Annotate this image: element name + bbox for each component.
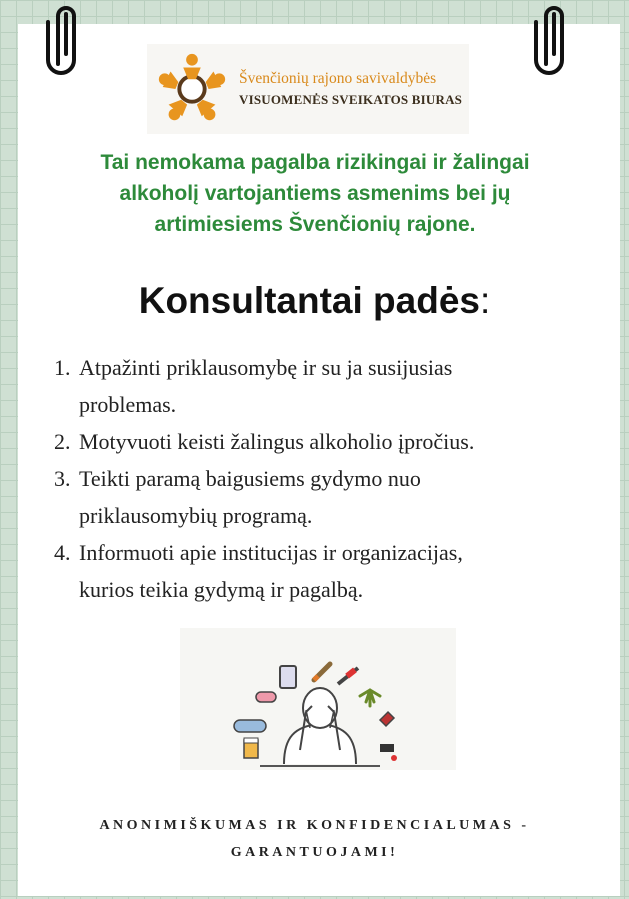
- paperclip-left-icon: [46, 2, 86, 82]
- list-item-line: Teikti paramą baigusiems gydymo nuo: [79, 466, 421, 491]
- logo-title: Švenčionių rajono savivaldybės: [239, 70, 437, 87]
- list-item-text: [79, 349, 614, 423]
- list-item: [54, 534, 614, 608]
- list-item-text: [79, 534, 614, 608]
- list-item: [54, 460, 614, 534]
- help-list: [54, 349, 614, 608]
- footer-text: [0, 812, 629, 866]
- list-item-text: [79, 423, 614, 460]
- footer-line: GARANTUOJAMI!: [230, 845, 399, 860]
- intro-line: artimiesiems Švenčionių rajone.: [154, 213, 476, 236]
- illustration-panel: [180, 628, 456, 770]
- addiction-person-with-substances-icon: [180, 628, 456, 770]
- intro-text: [30, 147, 600, 240]
- paperclip-right-icon: [534, 2, 574, 82]
- five-figure-circle-logo-icon: [153, 50, 231, 128]
- list-item-line: problemas.: [79, 392, 177, 417]
- heading-text: Konsultantai padės: [138, 280, 480, 321]
- list-item-line: priklausomybių programą.: [79, 503, 313, 528]
- list-item-number: 2.: [54, 429, 71, 454]
- list-item-line: Motyvuoti keisti žalingus alkoholio įpročius.: [79, 429, 475, 454]
- list-item: [54, 423, 614, 460]
- footer-line: ANONIMIŠKUMAS IR KONFIDENCIALUMAS -: [99, 818, 530, 833]
- logo-subtitle: VISUOMENĖS SVEIKATOS BIURAS: [239, 92, 463, 107]
- list-item-line: kurios teikia gydymą ir pagalbą.: [79, 577, 364, 602]
- page-heading: [0, 280, 629, 322]
- intro-line: Tai nemokama pagalba rizikingai ir žalingai: [100, 151, 530, 174]
- list-item-line: Atpažinti priklausomybę ir su ja susijusias: [79, 355, 453, 380]
- list-item-number: 1.: [54, 355, 71, 380]
- list-item-line: Informuoti apie institucijas ir organizacijas,: [79, 540, 463, 565]
- list-item-text: [79, 460, 614, 534]
- list-item-number: 4.: [54, 540, 71, 565]
- list-item: [54, 349, 614, 423]
- list-item-number: 3.: [54, 466, 71, 491]
- heading-colon: :: [480, 280, 491, 321]
- logo-banner: [147, 44, 469, 134]
- intro-line: alkoholį vartojantiems asmenims bei jų: [119, 182, 511, 205]
